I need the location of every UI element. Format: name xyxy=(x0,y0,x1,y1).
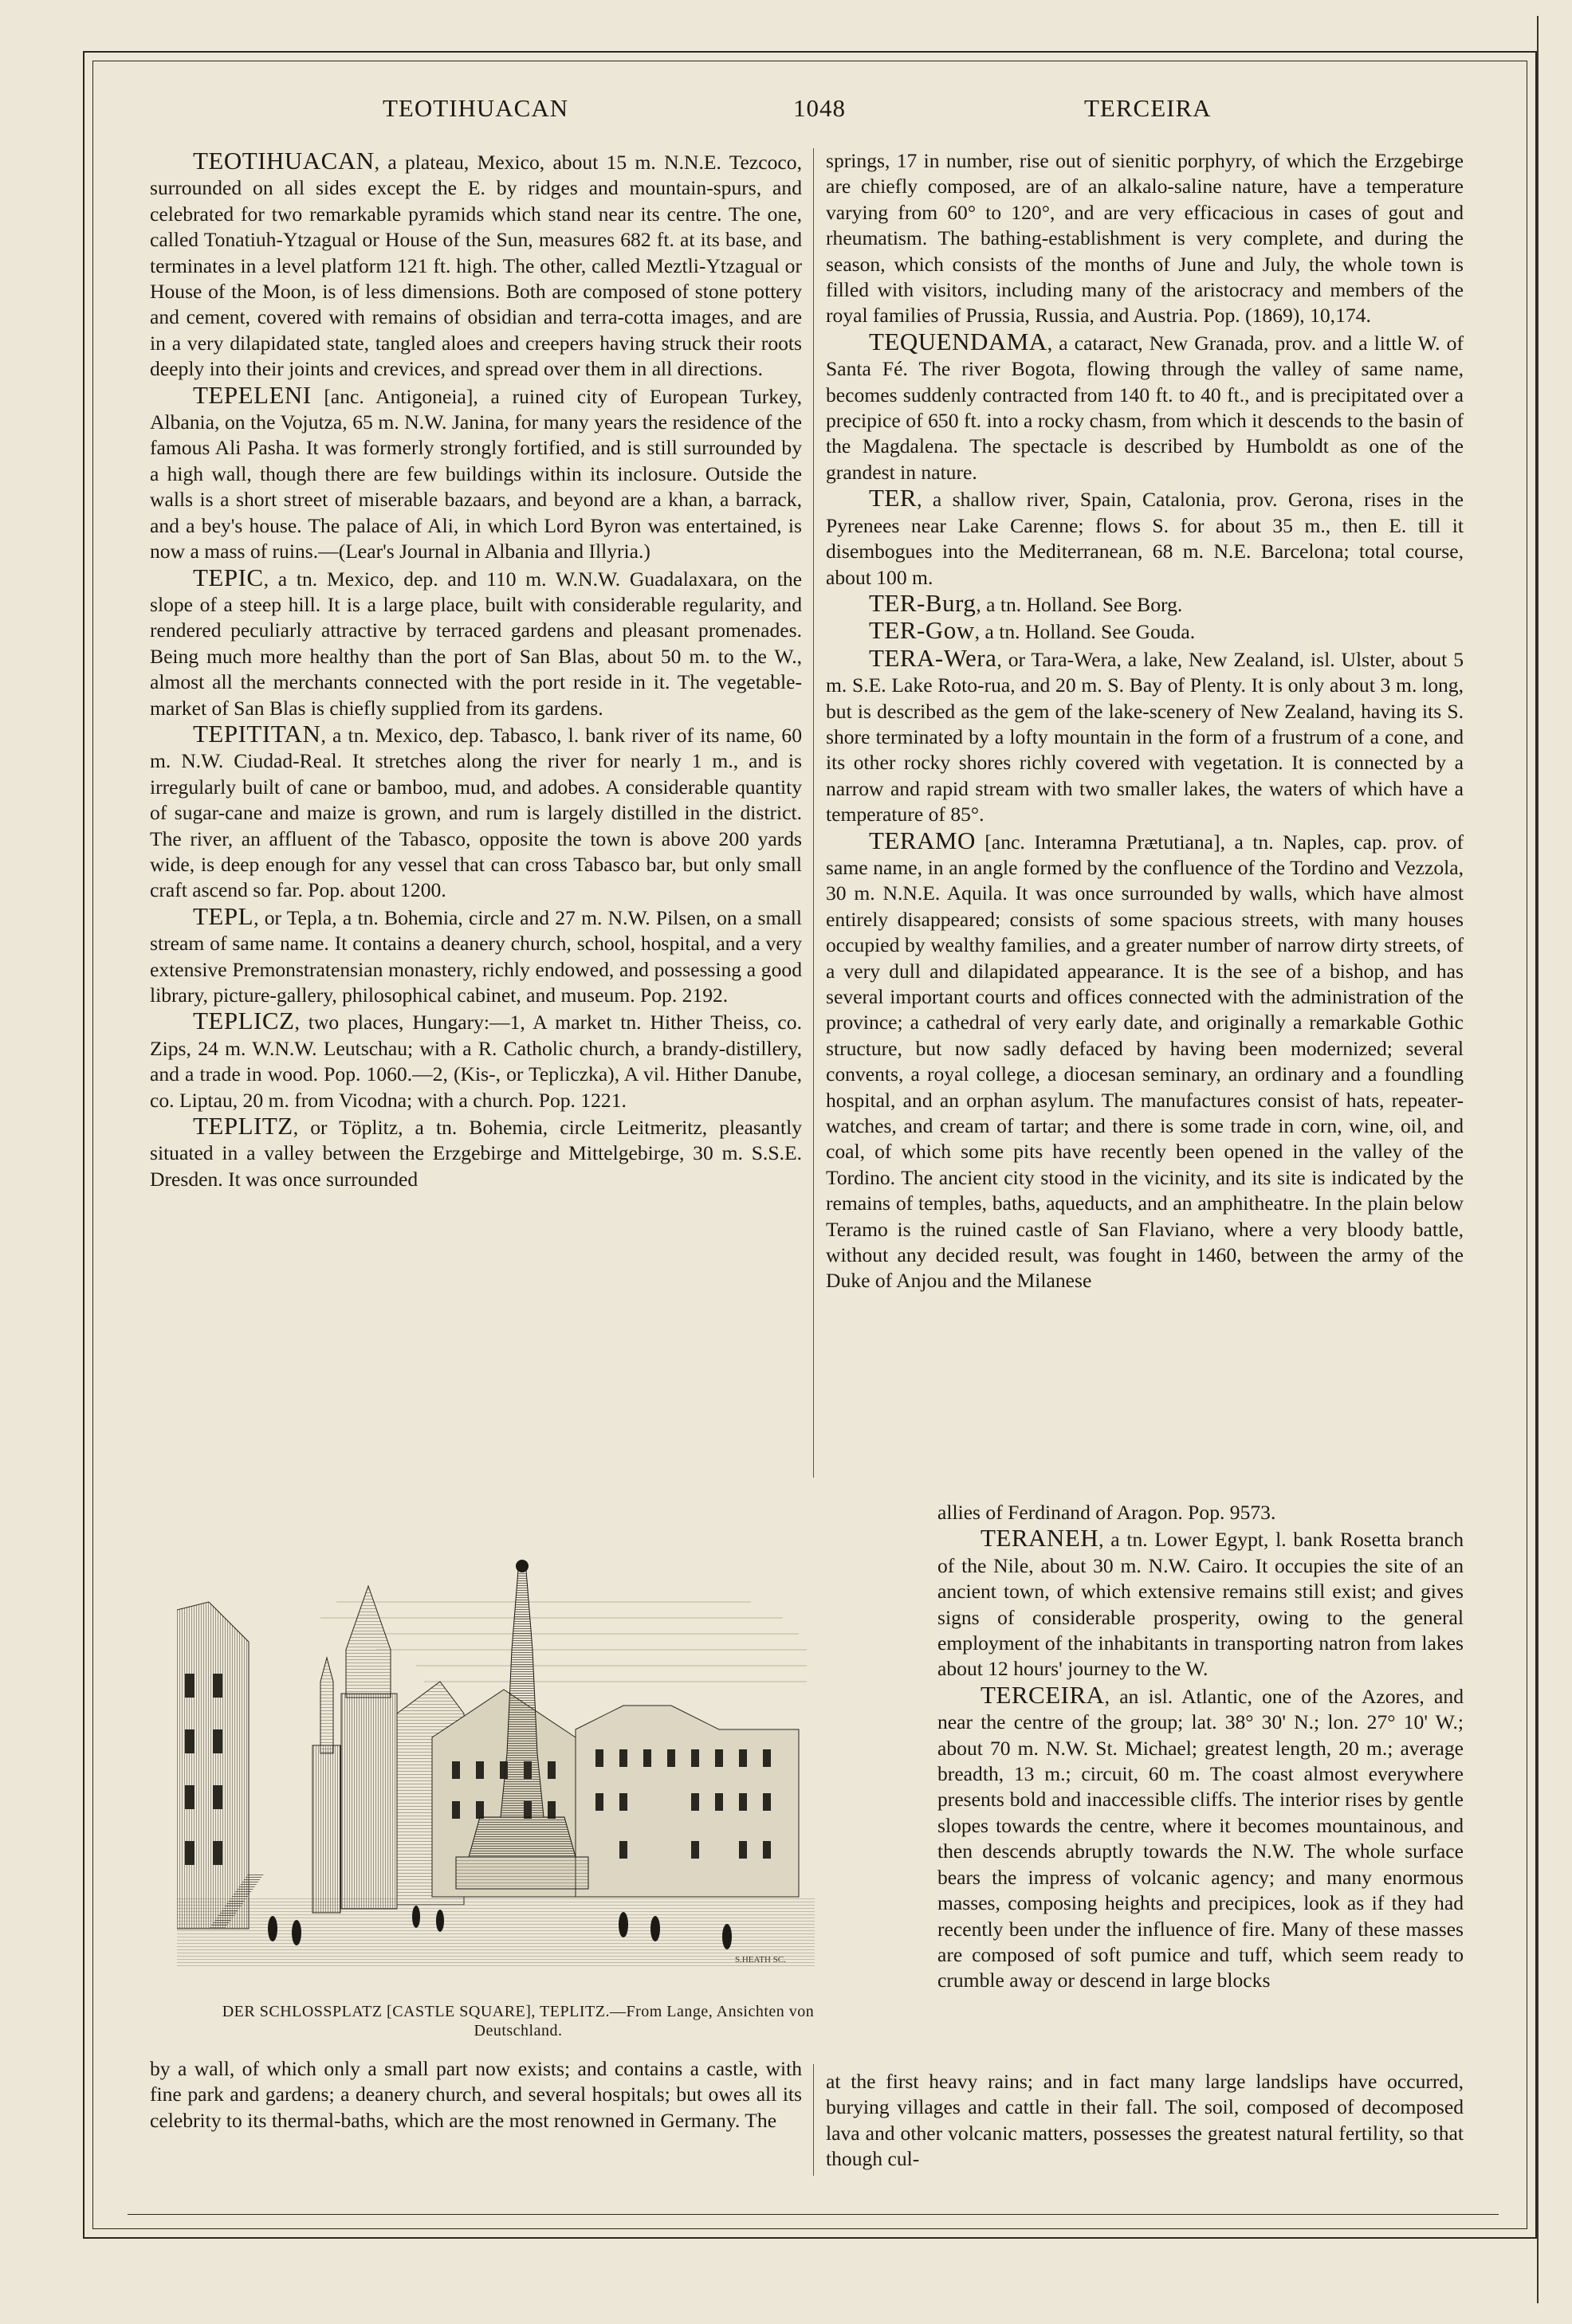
entry xyxy=(150,565,802,721)
entry-headword: TEPLICZ xyxy=(193,1007,295,1035)
entry-headword: TERA-Wera xyxy=(869,643,997,672)
right-column xyxy=(826,148,1464,1503)
entry-text: springs, 17 in number, rise out of sienitic porphyry, of which the Erzgebirge are chiefly composed, are of an alkalo-saline nature, have a temperature varying from 60° to 120°, and are very efficacious in cases of gout and rheumatism. The bathing-establishment is very complete, and during the season, which consists of the months of June and July, the whole town is filled with visitors, including many of the aristocracy and members of the royal families of Prussia, Russia, and Austria. Pop. (1869), 10,174. xyxy=(826,149,1464,328)
column-divider-bottom xyxy=(813,2064,814,2176)
column-divider xyxy=(813,148,814,1478)
entry-text: , or Tara-Wera, a lake, New Zealand, isl. Ulster, about 5 m. S.E. Lake Roto-rua, and 20 m. S. Bay of Plenty. It is only about 3 m. long, but is described as the gem of the lake-scenery of New Zealand, having its S. shore terminated by a lofty mountain in the form of a frustrum of a cone, and its other rocky shores richly covered with vegetation. It is connected by a narrow and rapid stream with two smaller lakes, the waters of which have a temperature of 85°. xyxy=(826,647,1464,826)
entry xyxy=(150,1008,802,1113)
entry xyxy=(826,148,1464,329)
entry-headword: TEPITITAN xyxy=(193,719,321,748)
entry-text: , or Tepla, a tn. Bohemia, circle and 27 m. N.W. Pilsen, on a small stream of same name. It contains a deanery church, school, hospital, and a very extensive Premonstratensian monastery, richly endowed, and possessing a good library, picture-gallery, philosophical cabinet, and museum. Pop. 2192. xyxy=(150,905,802,1007)
entry-headword: TERCEIRA xyxy=(981,1680,1105,1709)
illustration-castle-square xyxy=(177,1554,815,1992)
running-header xyxy=(128,94,1499,129)
engraving xyxy=(177,1554,815,1992)
entry-headword: TER-Gow xyxy=(869,616,975,645)
entry-text: , a tn. Mexico, dep. and 110 m. W.N.W. Guadalaxara, on the slope of a steep hill. It is a large place, built with considerable regularity, and rendered peculiarly attractive by terraced gardens and pleasant promenades. Being much more healthy than the port of San Blas, about 50 m. to the W., almost all the merchants connected with the port reside in it. The vegetable-market of San Blas is chiefly supplied from its gardens. xyxy=(150,567,802,720)
entry xyxy=(937,1682,1464,1994)
entry-text: , a tn. Holland. See Borg. xyxy=(976,592,1183,616)
left-bottom-column xyxy=(150,2056,802,2176)
entry-text: , or Töplitz, a tn. Bohemia, circle Leitmeritz, pleasantly situated in a valley between the Erzgebirge and Mittelgebirge, 30 m. S.S.E. Dresden. It was once surrounded xyxy=(150,1116,802,1191)
entry-continuation: by a wall, of which only a small part now exists; and contains a castle, with fine park and gardens; a deanery church, and several hospitals; but owes all its celebrity to its thermal-baths, which are the most renowned in Germany. The xyxy=(150,2057,802,2132)
entry-headword: TER-Burg xyxy=(869,588,977,617)
entry-headword: TER xyxy=(869,484,918,512)
page-edge xyxy=(1537,16,1539,2303)
caption-main: DER SCHLOSSPLATZ [CASTLE SQUARE], TEPLITZ. xyxy=(222,2003,610,2020)
entry-text: , two places, Hungary:—1, A market tn. Hither Theiss, co. Zips, 24 m. W.N.W. Leutschau; with a R. Catholic church, a brandy-distillery, and a trade in wood. Pop. 1060.—2, (Kis-, or Tepliczka), A vil. Hither Danube, co. Liptau, 20 m. from Vicodna; with a church. Pop. 1221. xyxy=(150,1011,802,1112)
entry-text: , a cataract, New Granada, prov. and a little W. of Santa Fé. The river Bogota, flowing through the valley of same name, becomes suddenly contracted from 140 ft. to 40 ft., and is precipitated over a precipice of 650 ft. into a rocky chasm, from which it descends to the basin of the Magdalena. The spectacle is described by Humboldt as one of the grandest in nature. xyxy=(826,331,1464,484)
entry-headword: TERAMO xyxy=(869,826,976,854)
header-right-word: TERCEIRA xyxy=(1084,94,1212,122)
entry xyxy=(826,588,1464,618)
entry-headword: TERANEH xyxy=(981,1524,1099,1553)
entry xyxy=(937,1500,1464,1525)
right-bottom-column xyxy=(826,2069,1464,2173)
left-column xyxy=(150,148,802,1479)
entry-text: , a tn. Lower Egypt, l. bank Rosetta branch of the Nile, about 30 m. N.W. Cairo. It occupies the site of an ancient town, of which extensive remains still exist; and gives signs of considerable prosperity, owing to the general employment of the inhabitants in transporting natron from lakes about 12 hours' journey to the W. xyxy=(937,1528,1464,1681)
page-number: 1048 xyxy=(793,94,846,122)
entry xyxy=(150,721,802,904)
entry-continuation: at the first heavy rains; and in fact many large landslips have occurred, burying villages and cattle in their fall. The soil, composed of decomposed lava and other volcanic matters, possesses the greatest natural fertility, so that though cul- xyxy=(826,2070,1464,2171)
entry xyxy=(150,1113,802,1192)
entry xyxy=(826,618,1464,645)
entry xyxy=(150,901,802,1009)
entry-text: [anc. Antigoneia], a ruined city of European Turkey, Albania, on the Vojutza, 65 m. N.W. Janina, for many years the residence of the famous Ali Pasha. It was formerly strongly fortified, and is still surrounded by a high wall, though there are few buildings within its inclosure. Outside the walls is a short street of miserable bazaars, and beyond are a khan, a barrack, and a bey's house. The palace of Ali, in which Lord Byron was entertained, is now a mass of ruins.—(Lear's Journal in Albania and Illyria.) xyxy=(150,384,802,563)
engraver-signature: S.HEATH SC. xyxy=(735,1955,786,1965)
entry-headword: TEPLITZ xyxy=(193,1112,293,1140)
entry-headword: TEOTIHUACAN xyxy=(193,148,375,175)
entry xyxy=(150,148,802,383)
caption-source: —From Lange, Ansichten von Deutschland. xyxy=(474,2003,815,2039)
entry xyxy=(826,329,1464,485)
entry xyxy=(826,643,1464,828)
entry-headword: TEPELENI xyxy=(193,380,312,409)
entry xyxy=(826,485,1464,591)
entry-text: , a tn. Holland. See Gouda. xyxy=(974,620,1196,644)
entry-text: allies of Ferdinand of Aragon. Pop. 9573. xyxy=(937,1501,1276,1524)
entry-headword: TEPL xyxy=(193,901,254,930)
entry-text: , a tn. Mexico, dep. Tabasco, l. bank river of its name, 60 m. N.W. Ciudad-Real. It stretches along the river for nearly 1 m., and is irregularly built of cane or bamboo, mud, and adobes. A considerable quantity of sugar-cane and maize is grown, and rum is largely distilled in the district. The river, an affluent of the Tabasco, opposite the town is above 200 yards wide, is deep enough for any vessel that can cross Tabasco bar, but only small craft ascend so far. Pop. about 1200. xyxy=(150,723,802,902)
entry xyxy=(937,1525,1464,1682)
header-left-word: TEOTIHUACAN xyxy=(383,94,569,122)
entry-text: , a plateau, Mexico, about 15 m. N.N.E. Tezcoco, surrounded on all sides except the E. by ridges and mountain-spurs, and celebrated for two remarkable pyramids which stand near its centre. The one, called Tonatiuh-Ytzagual or House of the Sun, measures 682 ft. at its base, and terminates in a level platform 121 ft. high. The other, called Meztli-Ytzagual or House of the Moon, is of less dimensions. Both are composed of stone pottery and cement, covered with remains of obsidian and terra-cotta images, and are in a very dilapidated state, tangled aloes and creepers having struck their roots deeply into their joints and crevices, and spread over them in all directions. xyxy=(150,151,802,381)
figure-caption xyxy=(199,2002,837,2040)
entry-text: , a shallow river, Spain, Catalonia, prov. Gerona, rises in the Pyrenees near Lake Carenne; flows S. for about 35 m., then E. till it disembogues into the Mediterranean, 68 m. N.E. Barcelona; total course, about 100 m. xyxy=(826,488,1464,589)
entry-text: , an isl. Atlantic, one of the Azores, and near the centre of the group; lat. 38° 30' N.; lon. 27° 10' W.; about 70 m. N.W. St. Michael; greatest length, 20 m.; average breadth, 13 m.; circuit, 60 m. The coast almost everywhere presents bold and inaccessible cliffs. The interior rises by gentle slopes towards the centre, where it becomes mountainous, and then descends abruptly towards the N.W. The whole surface bears the impress of volcanic agency; and many enormous masses, composing heights and precipices, look as if they had recently been under the influence of fire. Many of these masses are composed of soft pumice and tuff, which seem ready to crumble away or descend in large blocks xyxy=(937,1684,1464,1992)
bottom-rule xyxy=(128,2214,1499,2215)
entry-headword: TEQUENDAMA xyxy=(869,327,1047,355)
entry xyxy=(150,380,802,565)
entry-headword: TEPIC xyxy=(193,563,264,591)
right-lower-column xyxy=(937,1500,1464,2050)
entry xyxy=(826,828,1464,1294)
entry-text: [anc. Interamna Prætutiana], a tn. Naples, cap. prov. of same name, in an angle formed by the confluence of the Tordino and Vezzola, 30 m. N.N.E. Aquila. It was once surrounded by walls, which have almost entirely disappeared; consists of some spacious streets, with many houses occupied by wealthy families, and a greater number of narrow dirty streets, of a very dull and dilapidated appearance. It is the see of a bishop, and has several important courts and offices connected with the administration of the province; a cathedral of very early date, and originally a remarkable Gothic structure, but now sadly defaced by having been modernized; several convents, a royal college, a diocesan seminary, an ordinary and a foundling hospital, and an orphan asylum. The manufactures consist of hats, repeater-watches, and cream of tartar; and there is some trade in corn, wine, oil, and coal, of which some pits have recently been opened in the valley of the Tordino. The ancient city stood in the vicinity, and its site is indicated by the remains of temples, baths, aqueducts, and an amphitheatre. In the plain below Teramo is the ruined castle of San Flaviano, where a very bloody battle, without any decided result, was fought in 1460, between the army of the Duke of Anjou and the Milanese xyxy=(826,830,1464,1293)
